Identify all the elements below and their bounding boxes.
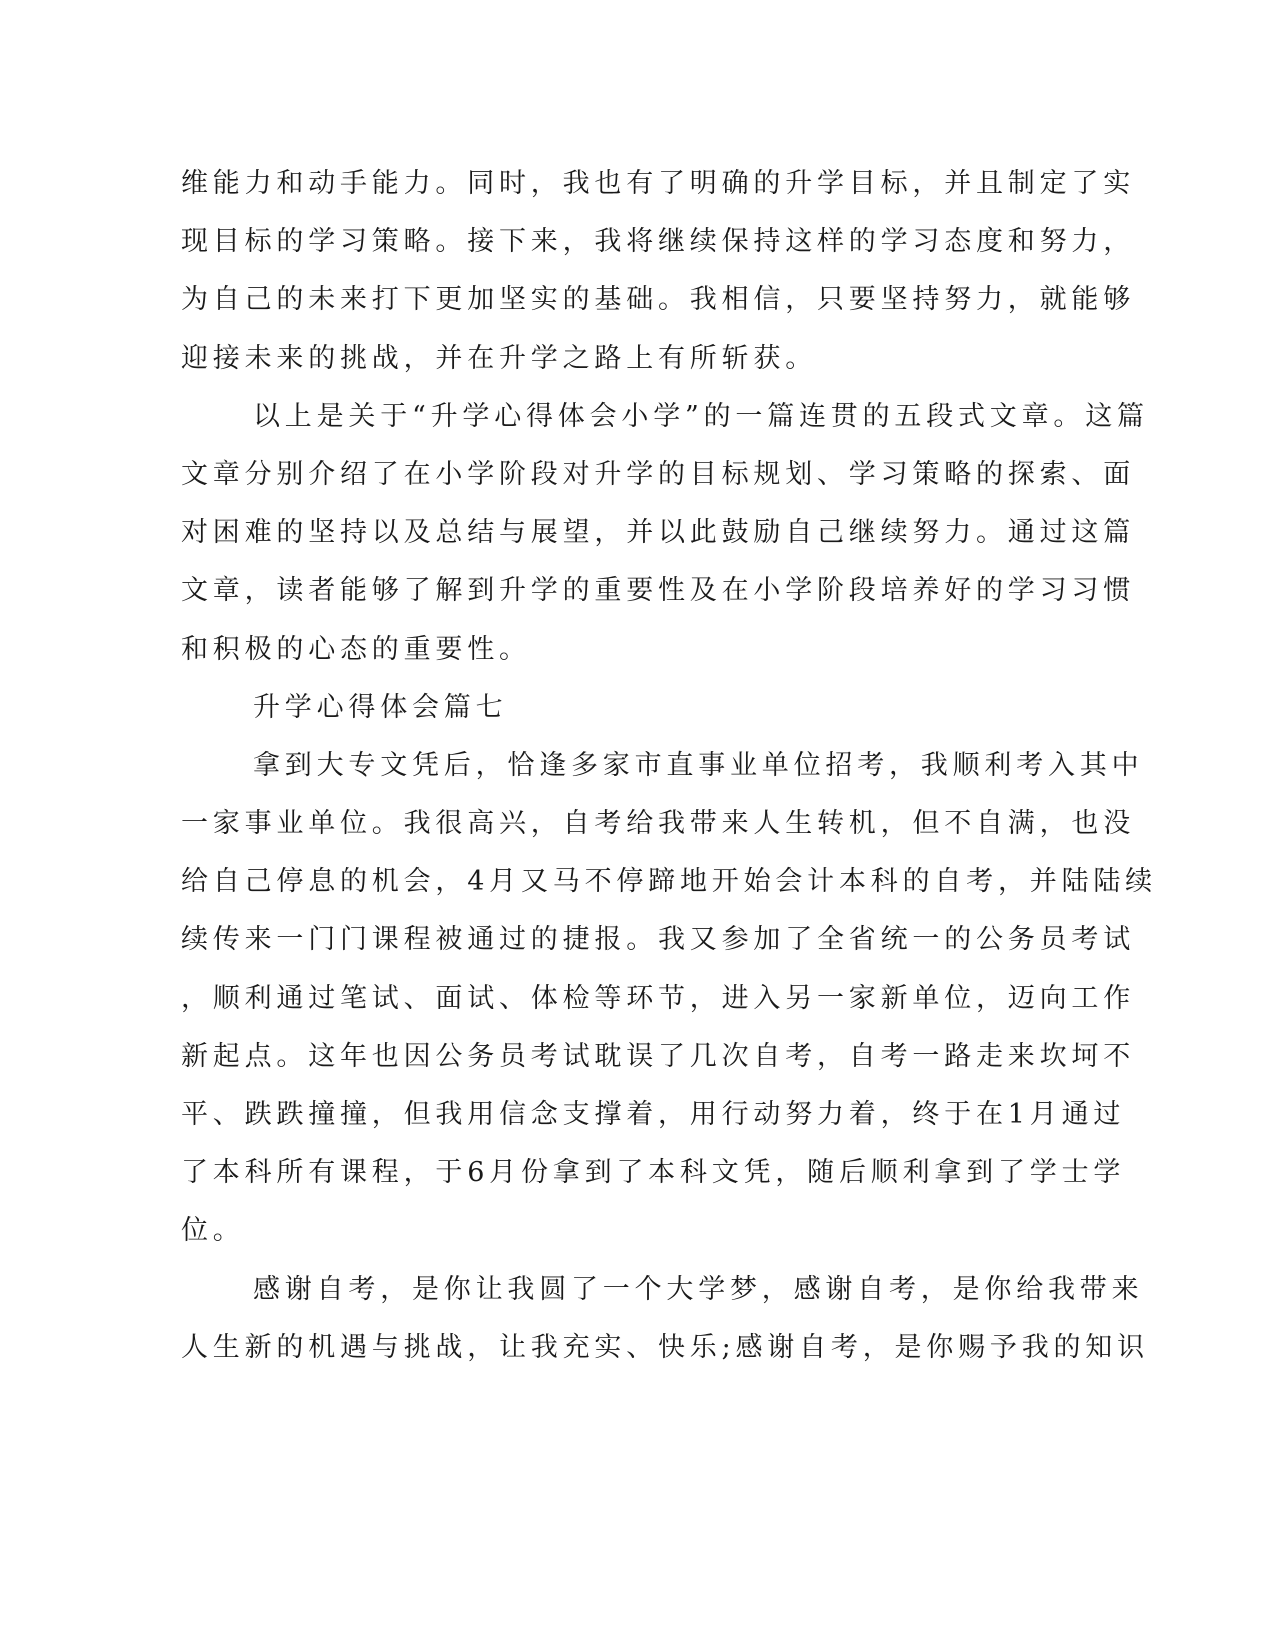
text-line: ，顺利通过笔试、面试、体检等环节，进入另一家新单位，迈向工作	[181, 982, 1135, 1014]
text-line: 人生新的机遇与挑战，让我充实、快乐;感谢自考，是你赐予我的知识	[181, 1331, 1149, 1363]
paragraph-1	[181, 155, 1135, 388]
text-line: 给自己停息的机会，4月又马不停蹄地开始会计本科的自考，并陆陆续	[181, 866, 1157, 898]
text-line: 迎接未来的挑战，并在升学之路上有所斩获。	[181, 342, 817, 374]
text-line: 和积极的心态的重要性。	[181, 633, 531, 665]
text-line: 为自己的未来打下更加坚实的基础。我相信，只要坚持努力，就能够	[181, 284, 1135, 316]
text-line: 位。	[181, 1215, 245, 1247]
text-line: 对困难的坚持以及总结与展望，并以此鼓励自己继续努力。通过这篇	[181, 517, 1135, 549]
text-line: 现目标的学习策略。接下来，我将继续保持这样的学习态度和努力，	[181, 226, 1135, 258]
text-line: 以上是关于“升学心得体会小学”的一篇连贯的五段式文章。这篇	[253, 400, 1149, 432]
text-line: 文章分别介绍了在小学阶段对升学的目标规划、学习策略的探索、面	[181, 458, 1135, 490]
section-heading	[181, 679, 1041, 737]
text-line: 感谢自考，是你让我圆了一个大学梦，感谢自考，是你给我带来	[253, 1273, 1144, 1305]
text-line: 一家事业单位。我很高兴，自考给我带来人生转机，但不自满，也没	[181, 808, 1135, 840]
document-body	[181, 155, 1157, 1377]
heading-text: 升学心得体会篇七	[253, 691, 508, 723]
text-line: 了本科所有课程，于6月份拿到了本科文凭，随后顺利拿到了学士学	[181, 1157, 1126, 1189]
text-line: 续传来一门门课程被通过的捷报。我又参加了全省统一的公务员考试	[181, 924, 1135, 956]
paragraph-2	[181, 388, 1149, 679]
paragraph-3	[181, 737, 1157, 1261]
text-line: 平、跌跌撞撞，但我用信念支撑着，用行动努力着，终于在1月通过	[181, 1099, 1126, 1130]
text-line: 文章，读者能够了解到升学的重要性及在小学阶段培养好的学习习惯	[181, 575, 1135, 607]
text-line: 维能力和动手能力。同时，我也有了明确的升学目标，并且制定了实	[181, 168, 1135, 199]
text-line: 拿到大专文凭后，恰逢多家市直事业单位招考，我顺利考入其中	[253, 749, 1144, 781]
paragraph-4	[181, 1261, 1149, 1377]
text-line: 新起点。这年也因公务员考试耽误了几次自考，自考一路走来坎坷不	[181, 1040, 1135, 1072]
